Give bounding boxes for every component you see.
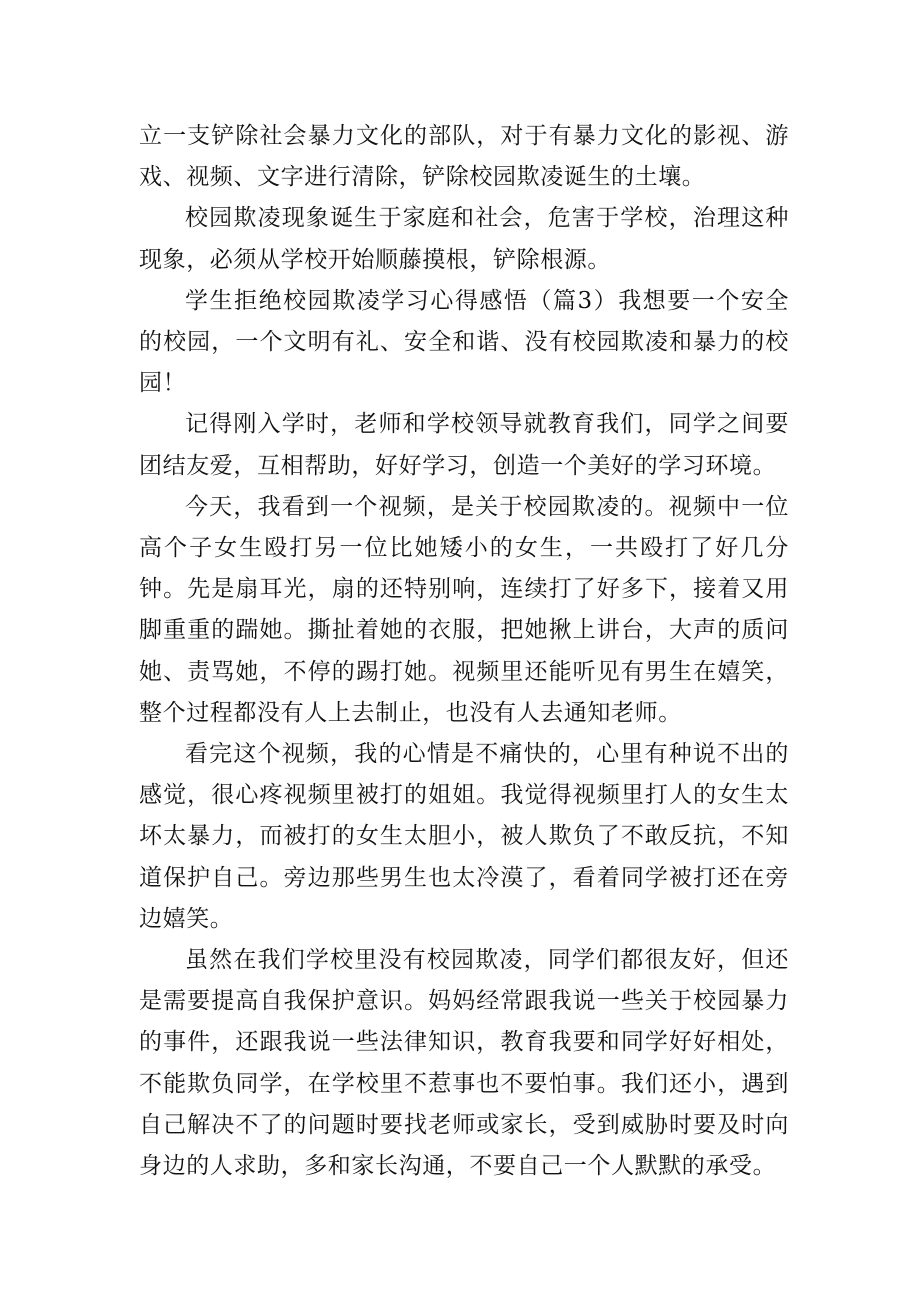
paragraph-continuation: 立一支铲除社会暴力文化的部队，对于有暴力文化的影视、游戏、视频、文字进行清除，铲除校园欺凌诞生的土壤。 bbox=[139, 123, 789, 191]
paragraph: 看完这个视频，我的心情是不痛快的，心里有种说不出的感觉，很心疼视频里被打的姐姐。我觉得视频里打人的女生太坏太暴力，而被打的女生太胆小，被人欺负了不敢反抗，不知道保护自己。旁边那些男生也太冷漠了，看着同学被打还在旁边嬉笑。 bbox=[139, 741, 789, 932]
paragraph: 今天，我看到一个视频，是关于校园欺凌的。视频中一位高个子女生殴打另一位比她矮小的女生，一共殴打了好几分钟。先是扇耳光，扇的还特别响，连续打了好多下，接着又用脚重重的踹她。撕扯着她的衣服，把她揪上讲台，大声的质问她、责骂她，不停的踢打她。视频里还能听见有男生在嬉笑，整个过程都没有人上去制止，也没有人去通知老师。 bbox=[139, 493, 789, 726]
document-body bbox=[139, 116, 789, 1187]
paragraph: 记得刚入学时，老师和学校领导就教育我们，同学之间要团结友爱，互相帮助，好好学习，创造一个美好的学习环境。 bbox=[139, 411, 789, 479]
paragraph: 校园欺凌现象诞生于家庭和社会，危害于学校，治理这种现象，必须从学校开始顺藤摸根，铲除根源。 bbox=[139, 205, 789, 273]
paragraph: 虽然在我们学校里没有校园欺凌，同学们都很友好，但还是需要提高自我保护意识。妈妈经常跟我说一些关于校园暴力的事件，还跟我说一些法律知识，教育我要和同学好好相处，不能欺负同学，在学校里不惹事也不要怕事。我们还小，遇到自己解决不了的问题时要找老师或家长，受到威胁时要及时向身边的人求助，多和家长沟通，不要自己一个人默默的承受。 bbox=[139, 947, 789, 1180]
paragraph-section-heading: 学生拒绝校园欺凌学习心得感悟（篇3）我想要一个安全的校园，一个文明有礼、安全和谐、没有校园欺凌和暴力的校园！ bbox=[139, 287, 789, 397]
